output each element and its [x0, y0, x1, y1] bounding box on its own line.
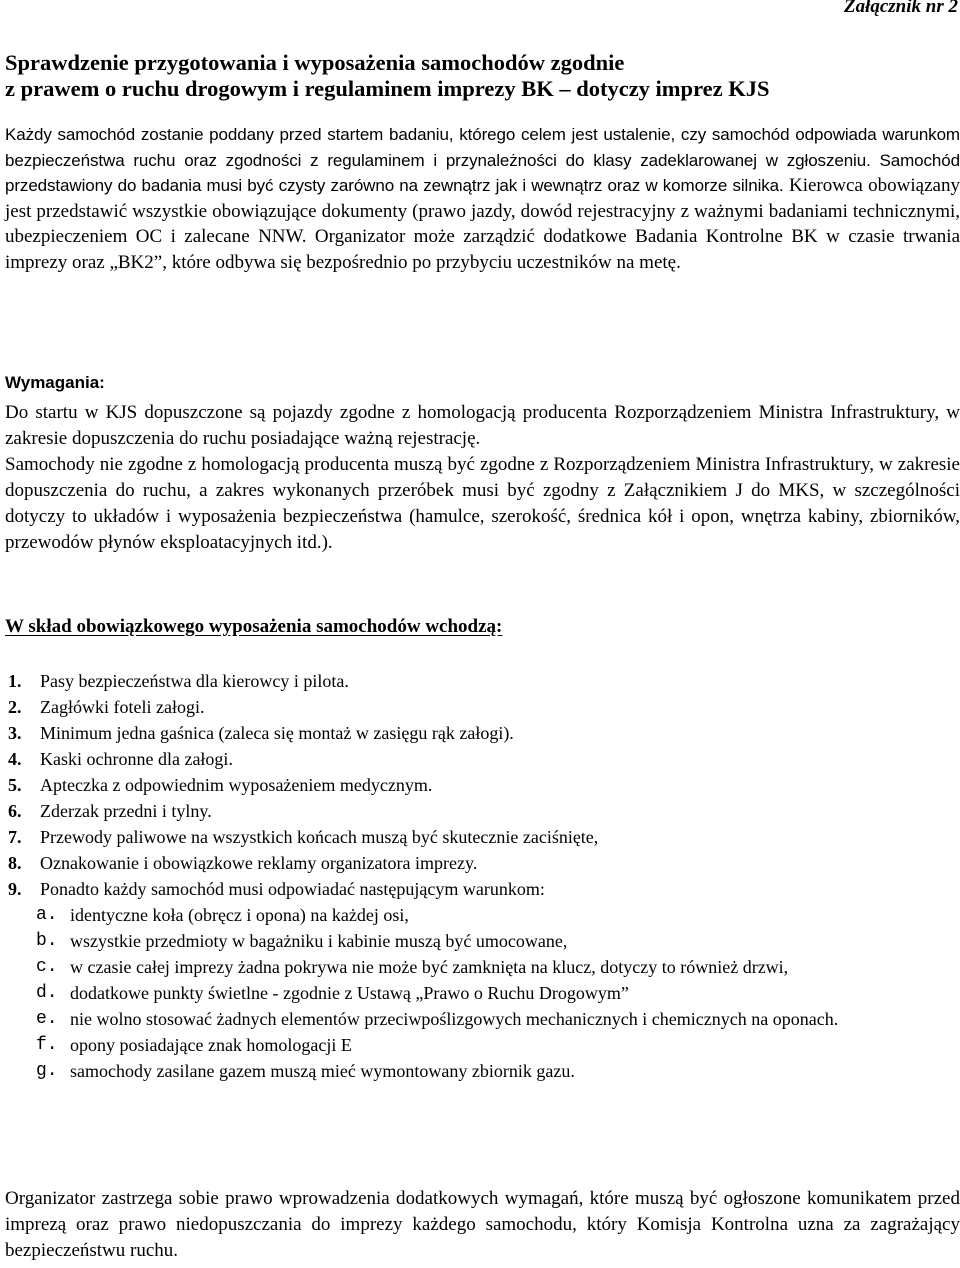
sublist-item-letter: c. — [36, 957, 58, 977]
list-item-number: 8. — [8, 853, 22, 873]
list-item — [8, 694, 960, 720]
list-item-text: Apteczka z odpowiednim wyposażeniem medycznym. — [40, 775, 433, 795]
list-item — [8, 772, 960, 798]
sublist-item-text: samochody zasilane gazem muszą mieć wymontowany zbiornik gazu. — [70, 1061, 575, 1081]
sublist-item — [8, 902, 960, 928]
list-item — [8, 798, 960, 824]
requirements-section — [5, 400, 960, 556]
list-item — [8, 720, 960, 746]
sublist-item-text: opony posiadające znak homologacji E — [70, 1035, 352, 1055]
annex-label: Załącznik nr 2 — [843, 0, 958, 17]
sublist-item-letter: d. — [36, 983, 58, 1003]
conditions-sublist — [36, 902, 960, 1084]
sublist-item — [8, 1006, 960, 1032]
list-item-number: 7. — [8, 827, 22, 847]
list-item-text: Kaski ochronne dla załogi. — [40, 749, 233, 769]
list-item-number: 5. — [8, 775, 22, 795]
sublist-item-letter: b. — [36, 931, 58, 951]
page-title — [5, 50, 955, 102]
sublist-item-text: wszystkie przedmioty w bagażniku i kabinie muszą być umocowane, — [70, 931, 568, 951]
list-item-text: Przewody paliwowe na wszystkich końcach muszą być skutecznie zaciśnięte, — [40, 827, 599, 847]
list-item-text: Zagłówki foteli załogi. — [40, 697, 205, 717]
intro-part-1: Każdy samochód zostanie poddany przed startem badaniu, którego celem jest ustalenie, czy samochód odpowiada warunkom bezpieczeństwa ruchu oraz zgodności z regulaminem i przynależności do klasy zadeklarowanej w zgłoszeniu. Samochód przedstawiony do badania musi być czysty zarówno na zewnątrz jak i wewnątrz oraz w komorze silnika. — [5, 125, 960, 195]
sublist-item — [8, 1032, 960, 1058]
closing-paragraph: Organizator zastrzega sobie prawo wprowadzenia dodatkowych wymagań, które muszą być ogłoszone komunikatem przed imprezą oraz prawo niedopuszczania do imprezy każdego samochodu, który Komisja Kontrolna uzna za zagrażający bezpieczeństwu ruchu. — [5, 1188, 960, 1261]
sublist-item — [8, 980, 960, 1006]
list-item-text: Minimum jedna gaśnica (zaleca się montaż w zasięgu rąk załogi). — [40, 723, 514, 743]
list-item — [8, 824, 960, 850]
sublist-item — [8, 928, 960, 954]
intro-paragraph — [5, 122, 960, 275]
title-line-1: Sprawdzenie przygotowania i wyposażenia samochodów zgodnie — [5, 50, 625, 75]
list-item-number: 1. — [8, 671, 22, 691]
sublist-item-text: dodatkowe punkty świetlne - zgodnie z Ustawą „Prawo o Ruchu Drogowym” — [70, 983, 629, 1003]
list-item — [8, 850, 960, 876]
list-item-number: 4. — [8, 749, 22, 769]
sublist-item — [8, 954, 960, 980]
list-item-text: Zderzak przedni i tylny. — [40, 801, 212, 821]
sublist-item-text: nie wolno stosować żadnych elementów przeciwpoślizgowych mechanicznych i chemicznych na oponach. — [70, 1009, 839, 1029]
list-item-text: Pasy bezpieczeństwa dla kierowcy i pilota. — [40, 671, 349, 691]
list-item-text: Ponadto każdy samochód musi odpowiadać następującym warunkom: — [40, 879, 545, 899]
sublist-item-letter: g. — [36, 1061, 58, 1081]
sublist-item — [8, 1058, 960, 1084]
intro-part-2: Kierowca obowiązany jest przedstawić wszystkie obowiązujące dokumenty (prawo jazdy, dowód rejestracyjny z ważnymi badaniami technicznymi, ubezpieczeniem OC i zalecane NNW. Organizator może zarządzić dodatkowe Badania Kontrolne BK w czasie trwania imprezy oraz „BK2”, które odbywa się bezpośrednio po przybyciu uczestników na metę. — [5, 175, 960, 273]
list-item-number: 3. — [8, 723, 22, 743]
list-item-number: 6. — [8, 801, 22, 821]
list-item — [8, 668, 960, 694]
sublist-item-letter: e. — [36, 1009, 58, 1029]
equipment-heading: W skład obowiązkowego wyposażenia samochodów wchodzą: — [5, 616, 503, 637]
title-line-2: z prawem o ruchu drogowym i regulaminem imprezy BK – dotyczy imprez KJS — [5, 76, 770, 101]
requirements-paragraph-2: Samochody nie zgodne z homologacją producenta muszą być zgodne z Rozporządzeniem Ministra Infrastruktury, w zakresie dopuszczenia do ruchu, a zakres wykonanych przeróbek musi być zgodny z Załącznikiem J do MKS, w szczególności dotyczy to układów i wyposażenia bezpieczeństwa (hamulce, szerokość, średnica kół i opon, wnętrza kabiny, zbiorników, przewodów płynów eksploatacyjnych itd.). — [5, 454, 960, 553]
sublist-item-letter: a. — [36, 905, 58, 925]
sublist-item-text: identyczne koła (obręcz i opona) na każdej osi, — [70, 905, 409, 925]
requirements-heading: Wymagania: — [5, 373, 105, 392]
list-item — [8, 876, 960, 1084]
requirements-paragraph-1: Do startu w KJS dopuszczone są pojazdy zgodne z homologacją producenta Rozporządzeniem Ministra Infrastruktury, w zakresie dopuszczenia do ruchu posiadające ważną rejestrację. — [5, 402, 960, 449]
list-item-text: Oznakowanie i obowiązkowe reklamy organizatora imprezy. — [40, 853, 478, 873]
sublist-item-letter: f. — [36, 1035, 58, 1055]
sublist-item-text: w czasie całej imprezy żadna pokrywa nie może być zamknięta na klucz, dotyczy to również drzwi, — [70, 957, 789, 977]
equipment-list — [8, 668, 960, 1084]
list-item — [8, 746, 960, 772]
list-item-number: 9. — [8, 879, 22, 899]
list-item-number: 2. — [8, 697, 22, 717]
